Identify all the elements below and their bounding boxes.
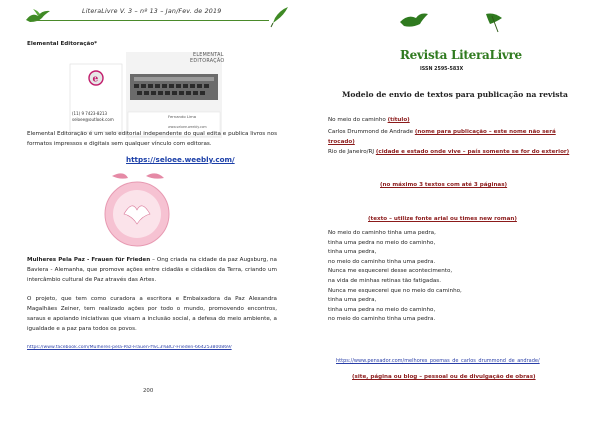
- elemental-description: Elemental Editoração é um selo editorial independente do qual edita e publica livros nos formatos impressos e digitais sem qualquer vínculo com editoras.: [27, 131, 277, 147]
- mulheres-description: – Ong criada na cidade da paz Augsburg, na Baviera - Alemanha, que promove ações entre cidadãs e cidadãos da Terra, criando um intercâmbio cultural de Paz através das Artes.: [27, 257, 277, 283]
- logo-name-line1: ELEMENTAL: [193, 53, 224, 58]
- logo-phone: (11) 9 7423-8213: [72, 111, 108, 116]
- city-line: [328, 148, 574, 158]
- svg-text:e: e: [92, 74, 99, 85]
- page-heading: Modelo de envio de textos para publicação na revista: [342, 90, 568, 99]
- poem-line: no meio do caminho tinha uma pedra.: [328, 258, 436, 265]
- running-head-text: LiteraLivre V. 3 – nº 13 – Jan/Fev. de 2019: [82, 8, 222, 15]
- title-line: [328, 117, 574, 123]
- header-rule: [34, 20, 269, 21]
- city-note: (cidade e estado onde vive – país somente se for do exterior): [375, 149, 570, 155]
- poem-line: tinha uma pedra,: [328, 249, 377, 256]
- title-note: (título): [387, 117, 410, 123]
- page-number: 200: [143, 388, 154, 394]
- logo-email: seloee@outlook.com: [72, 117, 114, 122]
- logo-site-small: www.seloee.weebly.com: [168, 125, 207, 129]
- mulheres-paragraph: [27, 255, 277, 285]
- author-line: [328, 128, 574, 147]
- font-note: (texto – utilize fonte arial ou times new roman): [368, 216, 517, 222]
- poem-line: Nunca me esquecerei que no meio do caminho,: [328, 287, 462, 294]
- poem-line: tinha uma pedra no meio do caminho,: [328, 306, 436, 313]
- project-paragraph: O projeto, que tem como curadora a escritora e Embaixadora da Paz Alexandra Magalhães Zeiner, tem realizado ações por todo o mundo, promovendo encontros, saraus e apoiando iniciativas que visam a inclusão social, a defesa do meio ambiente, a igualdade e a paz para todos os povos.: [27, 296, 277, 332]
- quill-pen-icon: [268, 6, 290, 28]
- site-note: (site, página ou blog – pessoal ou de divulgação de obras): [352, 374, 536, 380]
- logo-name-line2: EDITORAÇÃO: [190, 59, 225, 64]
- issn: ISSN 2595-583X: [420, 67, 464, 72]
- dove-icon: [24, 8, 52, 26]
- section-title: Elemental Editoração*: [27, 41, 98, 47]
- logo-person: Fernando Lima: [168, 114, 197, 119]
- title-example: No meio do caminho: [328, 117, 388, 123]
- pensador-link[interactable]: https://www.pensador.com/melhores_poemas_de_carlos_drummond_de_andrade/: [336, 358, 540, 364]
- poem-line: Nunca me esquecerei desse acontecimento,: [328, 268, 453, 275]
- author-example: Carlos Drummond de Andrade: [328, 129, 415, 135]
- seloee-link[interactable]: https://seloee.weebly.com/: [126, 155, 235, 164]
- poem-line: tinha uma pedra,: [328, 297, 377, 304]
- revista-literalivre-logo: [398, 12, 522, 76]
- poem-line: tinha uma pedra no meio do caminho,: [328, 239, 436, 246]
- poem-line: No meio do caminho tinha uma pedra,: [328, 230, 436, 236]
- city-example: Rio de Janeiro/RJ: [328, 149, 376, 155]
- author-note: (nome para publicação – este nome não será trocado): [328, 129, 556, 145]
- mulheres-pela-paz-seal: [94, 170, 180, 250]
- facebook-link[interactable]: https://www.facebook.com/Mulheres-pela-Paz-Frauen-f%C3%BCr-Frieden-664253800869/: [27, 345, 232, 350]
- poem-block: [328, 229, 462, 325]
- revista-title: Revista LiteraLivre: [400, 48, 522, 62]
- mulheres-name: Mulheres Pela Paz - Frauen für Frieden: [27, 257, 151, 263]
- poem-line: no meio do caminho tinha uma pedra.: [328, 316, 436, 323]
- running-header: [20, 6, 275, 28]
- max-texts-note: (no máximo 3 textos com até 3 páginas): [380, 182, 508, 188]
- poem-line: na vida de minhas retinas tão fatigadas.: [328, 277, 442, 284]
